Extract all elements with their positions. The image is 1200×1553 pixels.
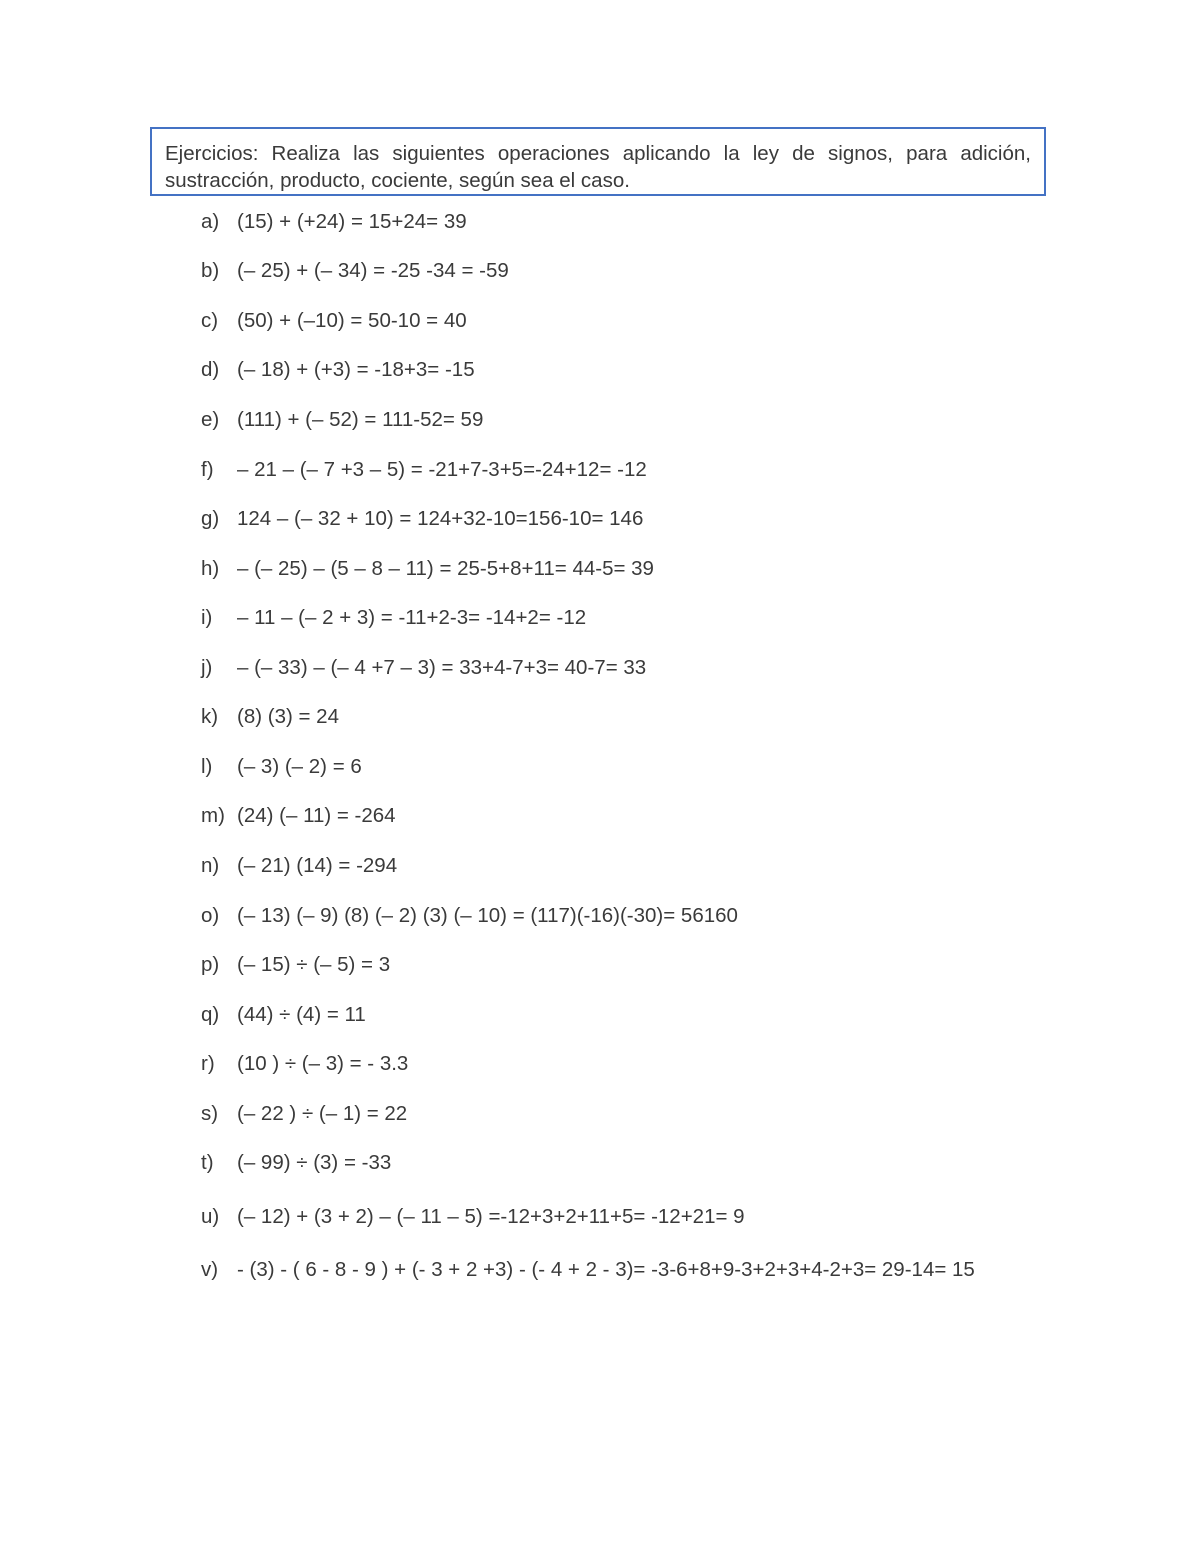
exercise-text: – (– 25) – (5 – 8 – 11) = 25-5+8+11= 44-5= 39: [237, 557, 654, 580]
exercise-letter: n): [201, 854, 220, 877]
exercise-item: [201, 1258, 975, 1282]
exercise-text: (– 3) (– 2) = 6: [237, 755, 362, 778]
exercise-item: [201, 904, 738, 928]
exercise-item: [201, 458, 647, 482]
exercise-letter: v): [201, 1258, 219, 1281]
exercise-text: (– 25) + (– 34) = -25 -34 = -59: [237, 259, 509, 282]
exercise-letter: b): [201, 259, 220, 282]
exercise-item: [201, 804, 396, 828]
exercise-text: (111) + (– 52) = 111-52= 59: [237, 408, 484, 431]
exercise-text: (10 ) ÷ (– 3) = - 3.3: [237, 1052, 409, 1075]
exercise-letter: g): [201, 507, 220, 530]
exercise-letter: o): [201, 904, 220, 927]
exercise-letter: j): [201, 656, 213, 679]
exercise-text: (– 18) + (+3) = -18+3= -15: [237, 358, 475, 381]
exercise-item: [201, 953, 390, 977]
exercise-text: (24) (– 11) = -264: [237, 804, 396, 827]
exercise-letter: r): [201, 1052, 215, 1075]
exercise-item: [201, 1052, 408, 1076]
exercise-item: [201, 259, 509, 283]
exercise-letter: k): [201, 705, 219, 728]
exercise-item: [201, 656, 646, 680]
exercise-text: – (– 33) – (– 4 +7 – 3) = 33+4-7+3= 40-7= 33: [237, 656, 647, 679]
exercise-text: (15) + (+24) = 15+24= 39: [237, 210, 467, 233]
exercise-item: [201, 1205, 745, 1229]
exercise-letter: l): [201, 755, 213, 778]
exercise-item: [201, 854, 397, 878]
exercise-letter: e): [201, 408, 220, 431]
exercise-item: [201, 1102, 407, 1126]
exercise-item: [201, 1151, 391, 1175]
exercise-text: (– 13) (– 9) (8) (– 2) (3) (– 10) = (117)(-16)(-30)= 56160: [237, 904, 738, 927]
exercise-item: [201, 1003, 366, 1027]
exercise-item: [201, 210, 467, 234]
exercise-letter: u): [201, 1205, 220, 1228]
exercise-letter: p): [201, 953, 220, 976]
exercise-text: (– 15) ÷ (– 5) = 3: [237, 953, 391, 976]
exercise-text: 124 – (– 32 + 10) = 124+32-10=156-10= 146: [237, 507, 644, 530]
exercise-item: [201, 705, 339, 729]
exercise-letter: q): [201, 1003, 220, 1026]
exercise-item: [201, 309, 467, 333]
exercise-item: [201, 408, 483, 432]
exercise-letter: d): [201, 358, 220, 381]
instructions-box: [150, 127, 1046, 196]
exercise-letter: s): [201, 1102, 219, 1125]
exercise-text: (– 21) (14) = -294: [237, 854, 398, 877]
exercise-letter: t): [201, 1151, 214, 1174]
exercise-text: (8) (3) = 24: [237, 705, 339, 728]
exercise-item: [201, 755, 362, 779]
exercise-letter: a): [201, 210, 220, 233]
exercise-letter: h): [201, 557, 220, 580]
exercise-item: [201, 557, 654, 581]
exercise-text: – 11 – (– 2 + 3) = -11+2-3= -14+2= -12: [237, 606, 587, 629]
exercise-item: [201, 358, 475, 382]
exercise-letter: m): [201, 804, 225, 827]
exercise-text: (– 99) ÷ (3) = -33: [237, 1151, 392, 1174]
exercise-item: [201, 507, 643, 531]
exercise-text: – 21 – (– 7 +3 – 5) = -21+7-3+5=-24+12= -12: [237, 458, 647, 481]
exercise-text: (44) ÷ (4) = 11: [237, 1003, 366, 1026]
exercise-letter: f): [201, 458, 214, 481]
exercise-text: (– 22 ) ÷ (– 1) = 22: [237, 1102, 408, 1125]
exercise-item: [201, 606, 586, 630]
exercise-text: (– 12) + (3 + 2) – (– 11 – 5) =-12+3+2+11+5= -12+21= 9: [237, 1205, 745, 1228]
exercise-text: (50) + (–10) = 50-10 = 40: [237, 309, 467, 332]
exercise-letter: i): [201, 606, 213, 629]
exercise-letter: c): [201, 309, 219, 332]
instructions-text: Ejercicios: Realiza las siguientes operaciones aplicando la ley de signos, para adición, sustracción, producto, cociente, según sea el caso.: [165, 142, 1031, 192]
exercise-text: - (3) - ( 6 - 8 - 9 ) + (- 3 + 2 +3) - (- 4 + 2 - 3)= -3-6+8+9-3+2+3+4-2+3= 29-14= 15: [237, 1258, 975, 1281]
